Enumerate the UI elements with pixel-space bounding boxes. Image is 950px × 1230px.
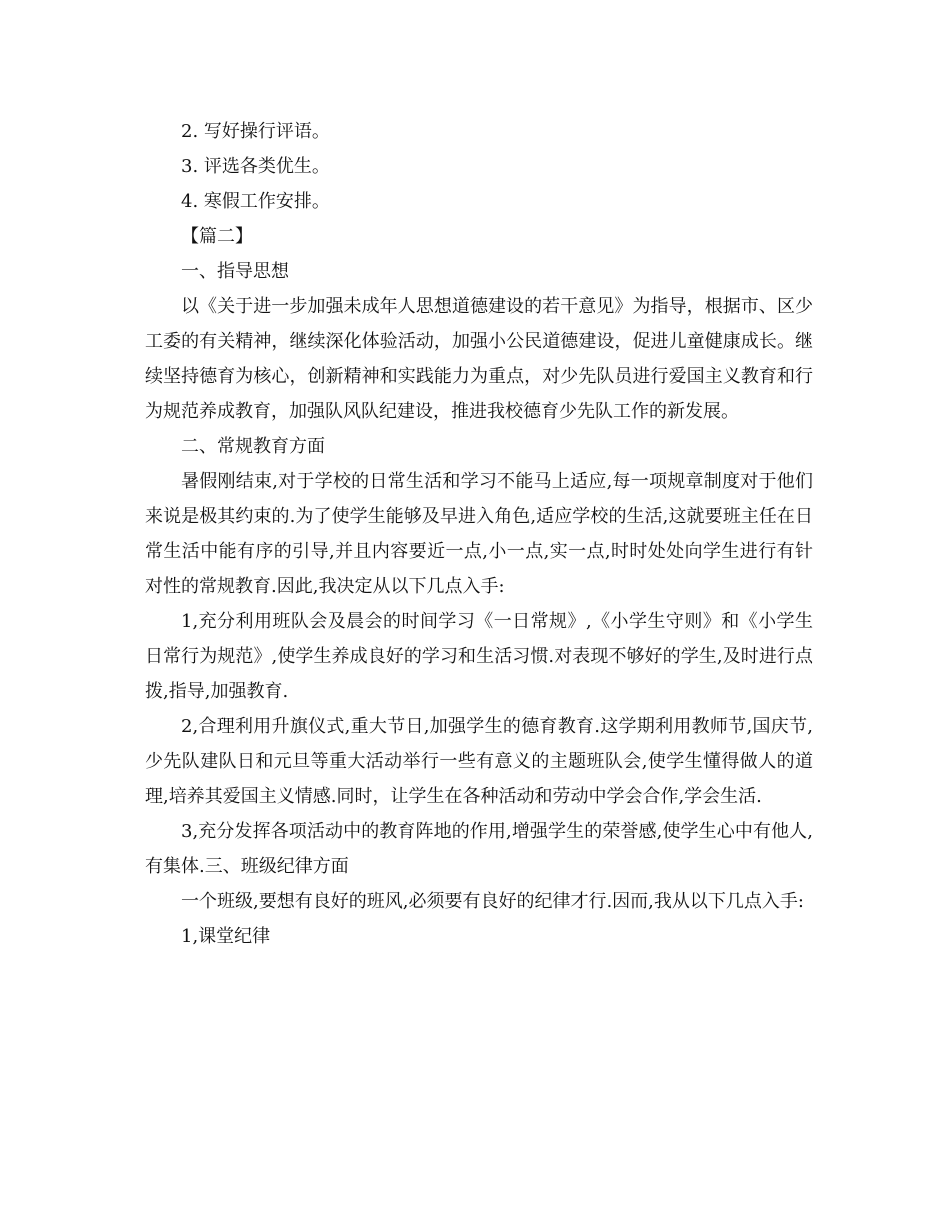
paragraph-point-3: 3,充分发挥各项活动中的教育阵地的作用,增强学生的荣誉感,使学生心中有他人,有集体.三、班级纪律方面: [145, 821, 813, 877]
section-title: 【篇二】: [181, 226, 253, 247]
paragraph-point-1: 1,充分利用班队会及晨会的时间学习《一日常规》,《小学生守则》和《小学生日常行为规范》,使学生养成良好的学习和生活习惯.对表现不够好的学生,及时进行点拨,指导,加强教育.: [145, 611, 813, 702]
document-body: [145, 114, 813, 954]
paragraph-point-2: 2,合理利用升旗仪式,重大节日,加强学生的德育教育.这学期利用教师节,国庆节,少先队建队日和元旦等重大活动举行一些有意义的主题班队会,使学生懂得做人的道理,培养其爱国主义情感.同时，让学生在各种活动和劳动中学会合作,学会生活.: [145, 716, 813, 807]
list-item-2: 2. 写好操行评语。: [181, 121, 330, 142]
list-item-4: 4. 寒假工作安排。: [181, 191, 330, 212]
heading-guiding-ideology: 一、指导思想: [181, 261, 289, 282]
paragraph-routine-education: 暑假刚结束,对于学校的日常生活和学习不能马上适应,每一项规章制度对于他们来说是极其约束的.为了使学生能够及早进入角色,适应学校的生活,这就要班主任在日常生活中能有序的引导,并且内容要近一点,小一点,实一点,时时处处向学生进行有针对性的常规教育.因此,我决定从以下几点入手:: [145, 471, 813, 597]
list-item-3: 3. 评选各类优生。: [181, 156, 330, 177]
heading-routine-education: 二、常规教育方面: [181, 436, 325, 457]
paragraph-class-discipline: 一个班级,要想有良好的班风,必须要有良好的纪律才行.因而,我从以下几点入手:: [181, 891, 804, 912]
paragraph-guiding-ideology: 以《关于进一步加强未成年人思想道德建设的若干意见》为指导，根据市、区少工委的有关精神，继续深化体验活动，加强小公民道德建设，促进儿童健康成长。继续坚持德育为核心，创新精神和实践能力为重点，对少先队员进行爱国主义教育和行为规范养成教育，加强队风队纪建设，推进我校德育少先队工作的新发展。: [145, 296, 813, 422]
list-item-classroom-discipline: 1,课堂纪律: [181, 926, 271, 947]
